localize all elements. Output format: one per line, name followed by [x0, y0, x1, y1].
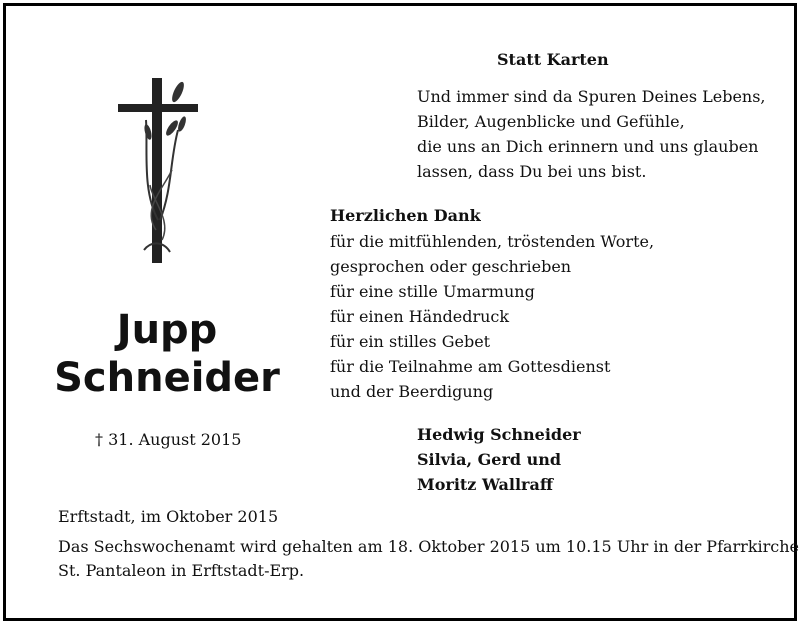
thanks-line: für eine stille Umarmung — [330, 282, 535, 301]
mass-info-line: Das Sechswochenamt wird gehalten am 18. Oktober 2015 um 10.15 Uhr in der Pfarrkirche — [58, 537, 800, 556]
cross-with-wheat-icon — [112, 70, 202, 265]
poem-line: Bilder, Augenblicke und Gefühle, — [417, 112, 685, 131]
place-date: Erftstadt, im Oktober 2015 — [58, 507, 279, 526]
signer-line: Hedwig Schneider — [417, 425, 581, 444]
signers — [417, 422, 581, 497]
thanks-list — [330, 229, 654, 404]
thanks-heading: Herzlichen Dank — [330, 206, 481, 225]
poem-line: Und immer sind da Spuren Deines Lebens, — [417, 87, 766, 106]
death-date: † 31. August 2015 — [95, 430, 242, 449]
thanks-line: für die mitfühlenden, tröstenden Worte, — [330, 232, 655, 251]
first-name: Jupp — [116, 307, 218, 353]
notice-title: Statt Karten — [497, 50, 609, 69]
mass-info-line: St. Pantaleon in Erftstadt-Erp. — [58, 561, 305, 580]
thanks-line: für ein stilles Gebet — [330, 332, 491, 351]
signer-line: Moritz Wallraff — [417, 475, 553, 494]
poem — [417, 84, 766, 184]
last-name: Schneider — [54, 355, 280, 401]
signer-line: Silvia, Gerd und — [417, 450, 562, 469]
thanks-line: und der Beerdigung — [330, 382, 494, 401]
footer — [58, 505, 799, 583]
thanks-line: für einen Händedruck — [330, 307, 510, 326]
thanks-line: für die Teilnahme am Gottesdienst — [330, 357, 611, 376]
poem-line: die uns an Dich erinnern und uns glauben — [417, 137, 759, 156]
thanks-line: gesprochen oder geschrieben — [330, 257, 572, 276]
poem-line: lassen, dass Du bei uns bist. — [417, 162, 647, 181]
